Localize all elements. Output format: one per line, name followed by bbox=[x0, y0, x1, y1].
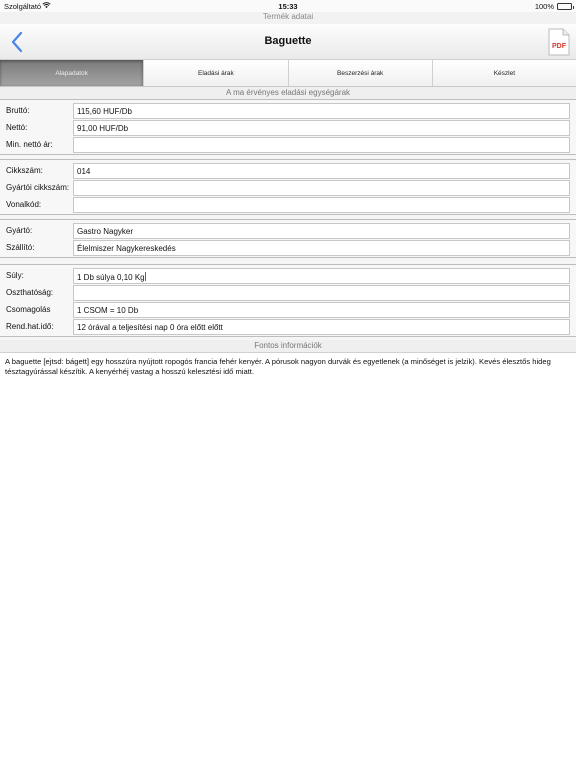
cikkszam-field[interactable]: 014 bbox=[73, 163, 570, 179]
codes-group bbox=[0, 159, 576, 215]
gyarto-label: Gyártó: bbox=[6, 226, 33, 235]
netto-label: Nettó: bbox=[6, 123, 28, 132]
suly-value: 1 Db súlya 0,10 Kg bbox=[77, 273, 145, 282]
window-subtitle: Termék adatai bbox=[0, 12, 576, 24]
csomagolas-field[interactable]: 1 CSOM = 10 Db bbox=[73, 302, 570, 318]
cikkszam-row bbox=[0, 162, 576, 179]
netto-field[interactable]: 91,00 HUF/Db bbox=[73, 120, 570, 136]
gyarti-cikkszam-row bbox=[0, 179, 576, 196]
brutto-row bbox=[0, 102, 576, 119]
min-netto-field[interactable] bbox=[73, 137, 570, 153]
brutto-label: Bruttó: bbox=[6, 106, 30, 115]
info-section-header: Fontos információk bbox=[0, 340, 576, 352]
min-netto-row bbox=[0, 136, 576, 153]
min-netto-label: Min. nettó ár: bbox=[6, 140, 53, 149]
csomagolas-row bbox=[0, 301, 576, 318]
pdf-icon bbox=[548, 28, 570, 56]
page-title: Baguette bbox=[264, 35, 312, 47]
chevron-left-icon bbox=[6, 30, 30, 54]
partners-group bbox=[0, 219, 576, 258]
tab-bar bbox=[0, 60, 576, 87]
details-group bbox=[0, 264, 576, 337]
clock: 15:33 bbox=[278, 2, 298, 11]
vonalkod-label: Vonalkód: bbox=[6, 200, 42, 209]
status-bar bbox=[0, 0, 576, 12]
pdf-label: PDF bbox=[552, 43, 566, 50]
szallito-field[interactable]: Élelmiszer Nagykereskedés bbox=[73, 240, 570, 256]
oszthatosag-label: Oszthatóság: bbox=[6, 288, 54, 297]
prices-section-header: A ma érvényes eladási egységárak bbox=[0, 87, 576, 99]
battery-icon bbox=[557, 3, 572, 10]
info-text-area[interactable] bbox=[0, 352, 576, 768]
rend-hat-ido-row bbox=[0, 318, 576, 335]
prices-group bbox=[0, 99, 576, 155]
suly-row bbox=[0, 267, 576, 284]
szallito-row bbox=[0, 239, 576, 256]
gyarto-row bbox=[0, 222, 576, 239]
back-button[interactable] bbox=[6, 30, 30, 54]
info-text: A baguette [ejtsd: bágett] egy hosszúra nyújtott ropogós francia fehér kenyér. A pórusok nagyon durvák és egyetlenek (a minőséget is jelzik). Kevés élesztős hideg tésztagyúrással készítik. A kenyérhéj vastag a hosszú kelesztési idő miatt. bbox=[5, 357, 551, 376]
cikkszam-label: Cikkszám: bbox=[6, 166, 43, 175]
tab-eladasi-arak[interactable]: Eladási árak bbox=[144, 60, 288, 86]
battery-percent: 100% bbox=[534, 2, 554, 11]
rend-hat-ido-field[interactable]: 12 órával a teljesítési nap 0 óra előtt előtt bbox=[73, 319, 570, 335]
gyarti-cikkszam-label: Gyártói cikkszám: bbox=[6, 183, 70, 192]
tab-beszerzesi-arak[interactable]: Beszerzési árak bbox=[289, 60, 433, 86]
text-cursor bbox=[145, 272, 146, 281]
szallito-label: Szállító: bbox=[6, 243, 35, 252]
tab-keszlet[interactable]: Készlet bbox=[433, 60, 576, 86]
rend-hat-ido-label: Rend.hat.idő: bbox=[6, 322, 54, 331]
netto-row bbox=[0, 119, 576, 136]
suly-label: Súly: bbox=[6, 271, 24, 280]
tab-alapadatok[interactable]: Alapadatok bbox=[0, 60, 144, 86]
oszthatosag-field[interactable] bbox=[73, 285, 570, 301]
gyarto-field[interactable]: Gastro Nagyker bbox=[73, 223, 570, 239]
brutto-field[interactable]: 115,60 HUF/Db bbox=[73, 103, 570, 119]
suly-field[interactable] bbox=[73, 268, 570, 284]
pdf-export-button[interactable] bbox=[548, 28, 570, 56]
vonalkod-field[interactable] bbox=[73, 197, 570, 213]
gyarti-cikkszam-field[interactable] bbox=[73, 180, 570, 196]
csomagolas-label: Csomagolás bbox=[6, 305, 51, 314]
carrier-label: Szolgáltató bbox=[4, 2, 42, 11]
vonalkod-row bbox=[0, 196, 576, 213]
nav-bar bbox=[0, 24, 576, 60]
oszthatosag-row bbox=[0, 284, 576, 301]
